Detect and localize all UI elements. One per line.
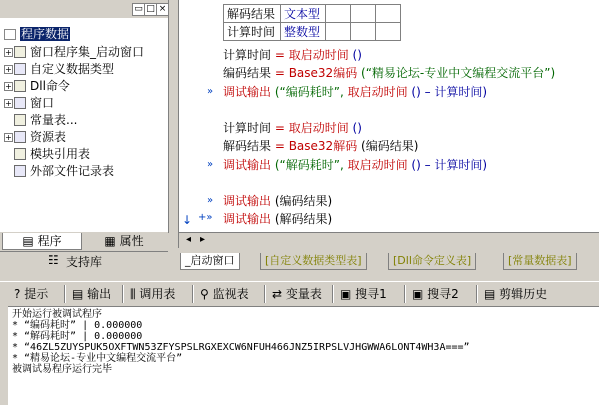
property-icon: ▦ bbox=[104, 234, 116, 248]
folder-icon bbox=[4, 29, 16, 40]
window-icon bbox=[14, 97, 26, 109]
expand-icon[interactable]: + bbox=[5, 133, 12, 142]
tree-root[interactable]: 程序数据 bbox=[4, 26, 70, 42]
output-button[interactable]: ▤ 输出 bbox=[72, 287, 112, 301]
horizontal-scrollbar[interactable] bbox=[178, 232, 599, 248]
datatype-icon bbox=[14, 63, 26, 75]
output-icon: ▤ bbox=[72, 287, 84, 301]
tree-item[interactable] bbox=[5, 129, 67, 145]
tab-program[interactable]: ▤ 程序 bbox=[2, 233, 82, 250]
separator bbox=[332, 285, 334, 303]
calls-icon: ⫼ bbox=[130, 287, 136, 301]
output-line: * “精易论坛-专业中文编程交流平台” bbox=[12, 353, 183, 364]
panel-controls bbox=[0, 0, 168, 18]
expand-icon[interactable]: + bbox=[5, 65, 12, 74]
breakpoint-arrow-icon: » bbox=[207, 195, 214, 206]
code-line[interactable]: 调试输出 (编码结果) bbox=[223, 194, 333, 208]
var-type-cell[interactable]: 整数型 bbox=[281, 23, 326, 41]
watch-button[interactable]: ⚲ 监视表 bbox=[200, 287, 249, 301]
code-line[interactable]: 计算时间 = 取启动时间 () bbox=[223, 121, 362, 135]
separator bbox=[122, 285, 124, 303]
expand-icon[interactable]: + bbox=[5, 82, 12, 91]
code-line[interactable]: 调试输出 (解码结果) bbox=[223, 212, 333, 226]
current-line-arrow-icon: ↓ bbox=[182, 213, 193, 227]
code-editor[interactable] bbox=[178, 0, 599, 248]
tab-dll-table[interactable]: [Dll命令定义表] bbox=[388, 253, 476, 270]
empty-cell[interactable] bbox=[326, 5, 351, 23]
program-icon: ▤ bbox=[22, 234, 34, 248]
find1-button[interactable]: ▣ 搜寻1 bbox=[340, 287, 387, 301]
left-tab-bar bbox=[0, 232, 168, 250]
tree-item[interactable] bbox=[5, 78, 70, 94]
output-toolbar bbox=[0, 281, 599, 306]
separator bbox=[64, 285, 66, 303]
expand-icon[interactable]: + bbox=[5, 99, 12, 108]
tree-item[interactable] bbox=[5, 95, 55, 111]
breakpoint-arrow-icon: » bbox=[207, 86, 214, 97]
empty-cell[interactable] bbox=[351, 5, 376, 23]
tree-item-label: 模块引用表 bbox=[30, 147, 91, 161]
splitter[interactable] bbox=[170, 0, 179, 248]
output-line: * “编码耗时” | 0.000000 bbox=[12, 320, 143, 331]
tree-item[interactable] bbox=[5, 61, 115, 77]
vars-button[interactable]: ⇄ 变量表 bbox=[272, 287, 322, 301]
var-name-cell[interactable]: 解码结果 bbox=[224, 5, 281, 23]
support-lib-tab[interactable]: ☷ 支持库 bbox=[0, 251, 168, 270]
output-panel[interactable] bbox=[8, 306, 599, 405]
tree-item-label: 窗口程序集_启动窗口 bbox=[30, 45, 145, 59]
tab-property[interactable]: ▦ 属性 bbox=[104, 234, 144, 248]
empty-cell[interactable] bbox=[376, 5, 401, 23]
tab-datatype-table[interactable]: [自定义数据类型表] bbox=[260, 253, 367, 270]
find-icon: ▣ bbox=[340, 287, 352, 301]
scroll-left-icon[interactable]: ◂ bbox=[186, 234, 192, 245]
breakpoint-arrow-icon: +» bbox=[198, 212, 213, 223]
var-name-cell[interactable]: 计算时间 bbox=[224, 23, 281, 41]
module-icon bbox=[14, 148, 26, 160]
find-icon: ▣ bbox=[412, 287, 424, 301]
separator bbox=[192, 285, 194, 303]
output-line: * “46ZL5ZUYSPUK5OXFTWN53ZFYSPSLRGXEXCW6NFUH466JNZ5IRPSLVJHGWWA6LONT4WH3A===” bbox=[12, 342, 470, 353]
empty-cell[interactable] bbox=[351, 23, 376, 41]
support-lib-icon: ☷ bbox=[48, 253, 59, 267]
calls-button[interactable]: ⫼ 调用表 bbox=[130, 287, 176, 301]
dll-icon bbox=[14, 80, 26, 92]
code-line[interactable]: 解码结果 = Base32解码 (编码结果) bbox=[223, 139, 419, 153]
separator bbox=[404, 285, 406, 303]
code-line[interactable]: 调试输出 (“编码耗时”, 取启动时间 () – 计算时间) bbox=[223, 85, 488, 99]
vars-icon: ⇄ bbox=[272, 287, 283, 301]
tree-item-label: 窗口 bbox=[30, 96, 55, 110]
code-line[interactable]: 计算时间 = 取启动时间 () bbox=[223, 48, 362, 62]
find2-button[interactable]: ▣ 搜寻2 bbox=[412, 287, 459, 301]
var-type-cell[interactable]: 文本型 bbox=[281, 5, 326, 23]
resource-icon bbox=[14, 131, 26, 143]
breakpoint-arrow-icon: » bbox=[207, 159, 214, 170]
variable-table bbox=[223, 4, 401, 41]
clipboard-icon: ▤ bbox=[484, 287, 496, 301]
output-line: * “解码耗时” | 0.000000 bbox=[12, 331, 143, 342]
separator bbox=[476, 285, 478, 303]
tree-item-label: 自定义数据类型 bbox=[30, 62, 115, 76]
expand-icon[interactable]: + bbox=[5, 48, 12, 57]
panel-pin-button[interactable]: □ bbox=[144, 3, 157, 16]
constant-icon bbox=[14, 114, 26, 126]
panel-minimize-button[interactable]: ▭ bbox=[132, 3, 145, 16]
tree-item[interactable] bbox=[14, 146, 90, 162]
tree-item[interactable] bbox=[5, 44, 145, 60]
empty-cell[interactable] bbox=[326, 23, 351, 41]
empty-cell[interactable] bbox=[376, 23, 401, 41]
output-line: 开始运行被调试程序 bbox=[12, 309, 102, 320]
assembly-icon bbox=[14, 46, 26, 58]
tree-item-label: Dll命令 bbox=[30, 79, 70, 93]
tab-constant-table[interactable]: [常量数据表] bbox=[503, 253, 577, 270]
tree-item-label: 资源表 bbox=[30, 130, 67, 144]
output-line: 被调试易程序运行完毕 bbox=[12, 364, 112, 375]
scroll-right-icon[interactable]: ▸ bbox=[200, 234, 206, 245]
magnifier-icon: ⚲ bbox=[200, 287, 209, 301]
separator bbox=[264, 285, 266, 303]
hint-icon: ? bbox=[14, 287, 21, 301]
tree-item[interactable] bbox=[14, 112, 77, 128]
code-line[interactable]: 调试输出 (“解码耗时”, 取启动时间 () – 计算时间) bbox=[223, 158, 488, 172]
tree-item-label: 常量表... bbox=[30, 113, 78, 127]
program-tree-panel bbox=[0, 0, 169, 233]
clipboard-button[interactable]: ▤ 剪辑历史 bbox=[484, 287, 548, 301]
tree-item[interactable] bbox=[14, 163, 114, 179]
code-line[interactable]: 编码结果 = Base32编码 (“精易论坛-专业中文编程交流平台”) bbox=[223, 66, 556, 80]
file-icon bbox=[14, 165, 26, 177]
tree-item-label: 外部文件记录表 bbox=[30, 164, 115, 178]
tab-startup-window[interactable]: _启动窗口 bbox=[180, 253, 240, 270]
panel-close-button[interactable]: × bbox=[156, 3, 169, 16]
code-tab-bar bbox=[178, 250, 599, 272]
hint-button[interactable]: ? 提示 bbox=[14, 287, 49, 301]
